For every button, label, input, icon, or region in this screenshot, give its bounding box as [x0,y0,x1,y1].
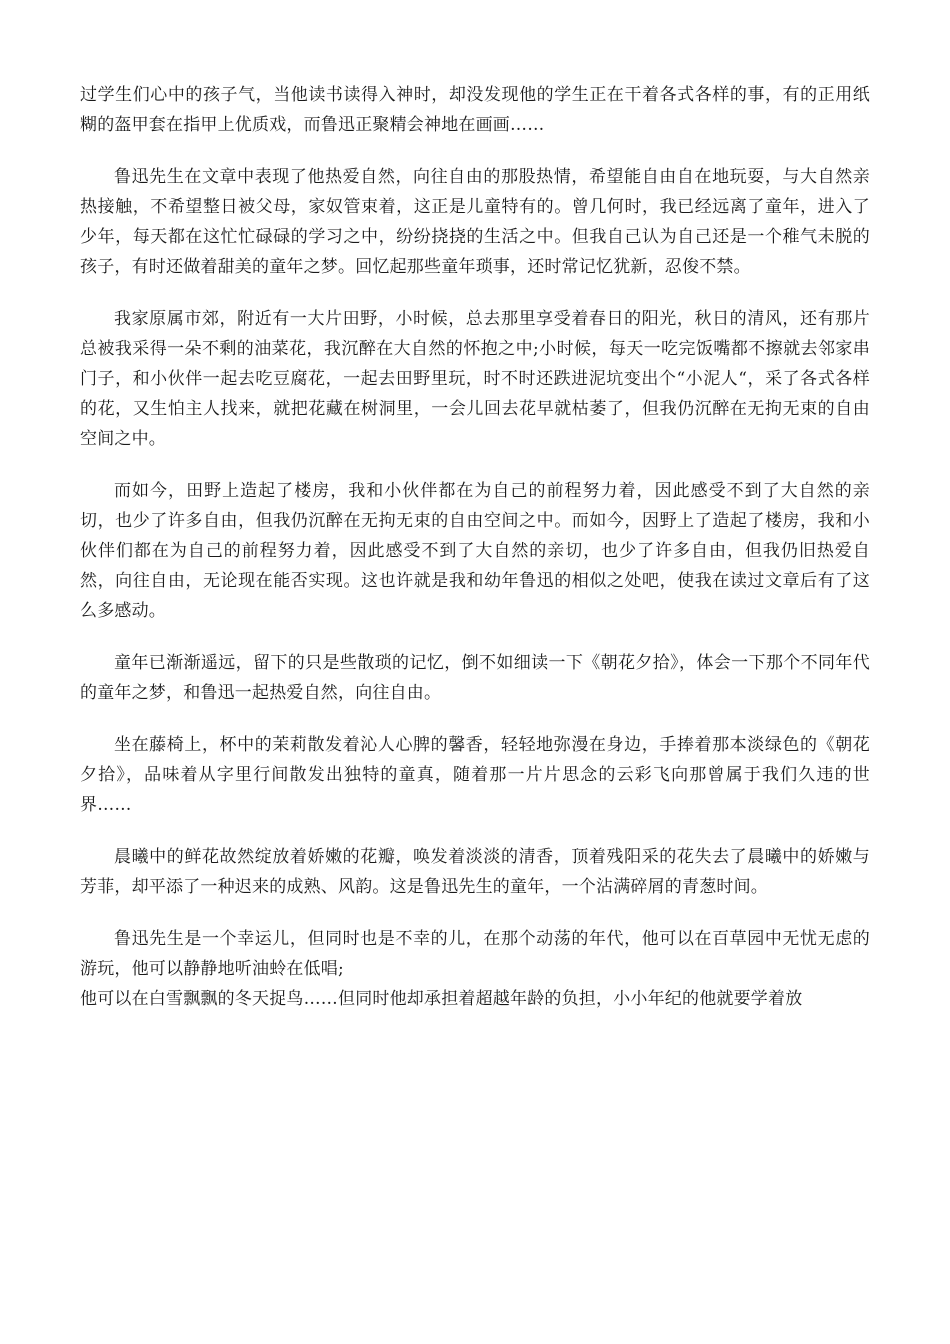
paragraph-5: 童年已渐渐遥远，留下的只是些散琐的记忆，倒不如细读一下《朝花夕拾》，体会一下那个不同年代的童年之梦，和鲁迅一起热爱自然，向往自由。 [80,653,870,703]
paragraph-1: 过学生们心中的孩子气，当他读书读得入神时，却没发现他的学生正在干着各式各样的事，有的正用纸糊的盔甲套在指甲上优质戏，而鲁迅正聚精会神地在画画…… [80,85,870,135]
paragraph-4: 而如今，田野上造起了楼房，我和小伙伴都在为自己的前程努力着，因此感受不到了大自然的亲切，也少了许多自由，但我仍沉醉在无拘无束的自由空间之中。而如今，因野上了造起了楼房，我和小伙伴们都在为自己的前程努力着，因此感受不到了大自然的亲切，也少了许多自由，但我仍旧热爱自然，向往自由，无论现在能否实现。这也许就是我和幼年鲁迅的相似之处吧，使我在读过文章后有了这么多感动。 [80,481,870,621]
paragraph-9: 他可以在白雪飘飘的冬天捉鸟……但同时他却承担着超越年龄的负担，小小年纪的他就要学着放 [80,989,803,1009]
paragraph-7: 晨曦中的鲜花故然绽放着娇嫩的花瓣，唤发着淡淡的清香，顶着残阳采的花失去了晨曦中的娇嫩与芳菲，却平添了一种迟来的成熟、风韵。这是鲁迅先生的童年，一个沾满碎屑的青葱时间。 [80,847,870,897]
paragraph-3: 我家原属市郊，附近有一大片田野，小时候，总去那里享受着春日的阳光，秋日的清风，还有那片总被我采得一朵不剩的油菜花，我沉醉在大自然的怀抱之中;小时候，每天一吃完饭嘴都不擦就去邻家串门子，和小伙伴一起去吃豆腐花，一起去田野里玩，时不时还跌进泥坑变出个“小泥人“，采了各式各样的花，又生怕主人找来，就把花藏在树洞里，一会儿回去花早就枯萎了，但我仍沉醉在无拘无束的自由空间之中。 [80,309,870,449]
paragraph-2: 鲁迅先生在文章中表现了他热爱自然，向往自由的那股热情，希望能自由自在地玩耍，与大自然亲热接触，不希望整日被父母，家奴管束着，这正是儿童特有的。曾几何时，我已经远离了童年，进入了少年，每天都在这忙忙碌碌的学习之中，纷纷挠挠的生活之中。但我自己认为自己还是一个稚气未脱的孩子，有时还做着甜美的童年之梦。回忆起那些童年琐事，还时常记忆犹新，忍俊不禁。 [80,167,870,277]
paragraph-6: 坐在藤椅上，杯中的茉莉散发着沁人心脾的馨香，轻轻地弥漫在身边，手捧着那本淡绿色的《朝花夕拾》，品味着从字里行间散发出独特的童真，随着那一片片思念的云彩飞向那曾属于我们久违的世界…… [80,735,870,815]
paragraph-8: 鲁迅先生是一个幸运儿，但同时也是不幸的儿，在那个动荡的年代，他可以在百草园中无忧无虑的游玩，他可以静静地听油蛉在低唱; [80,929,870,979]
document-page [80,80,870,1036]
